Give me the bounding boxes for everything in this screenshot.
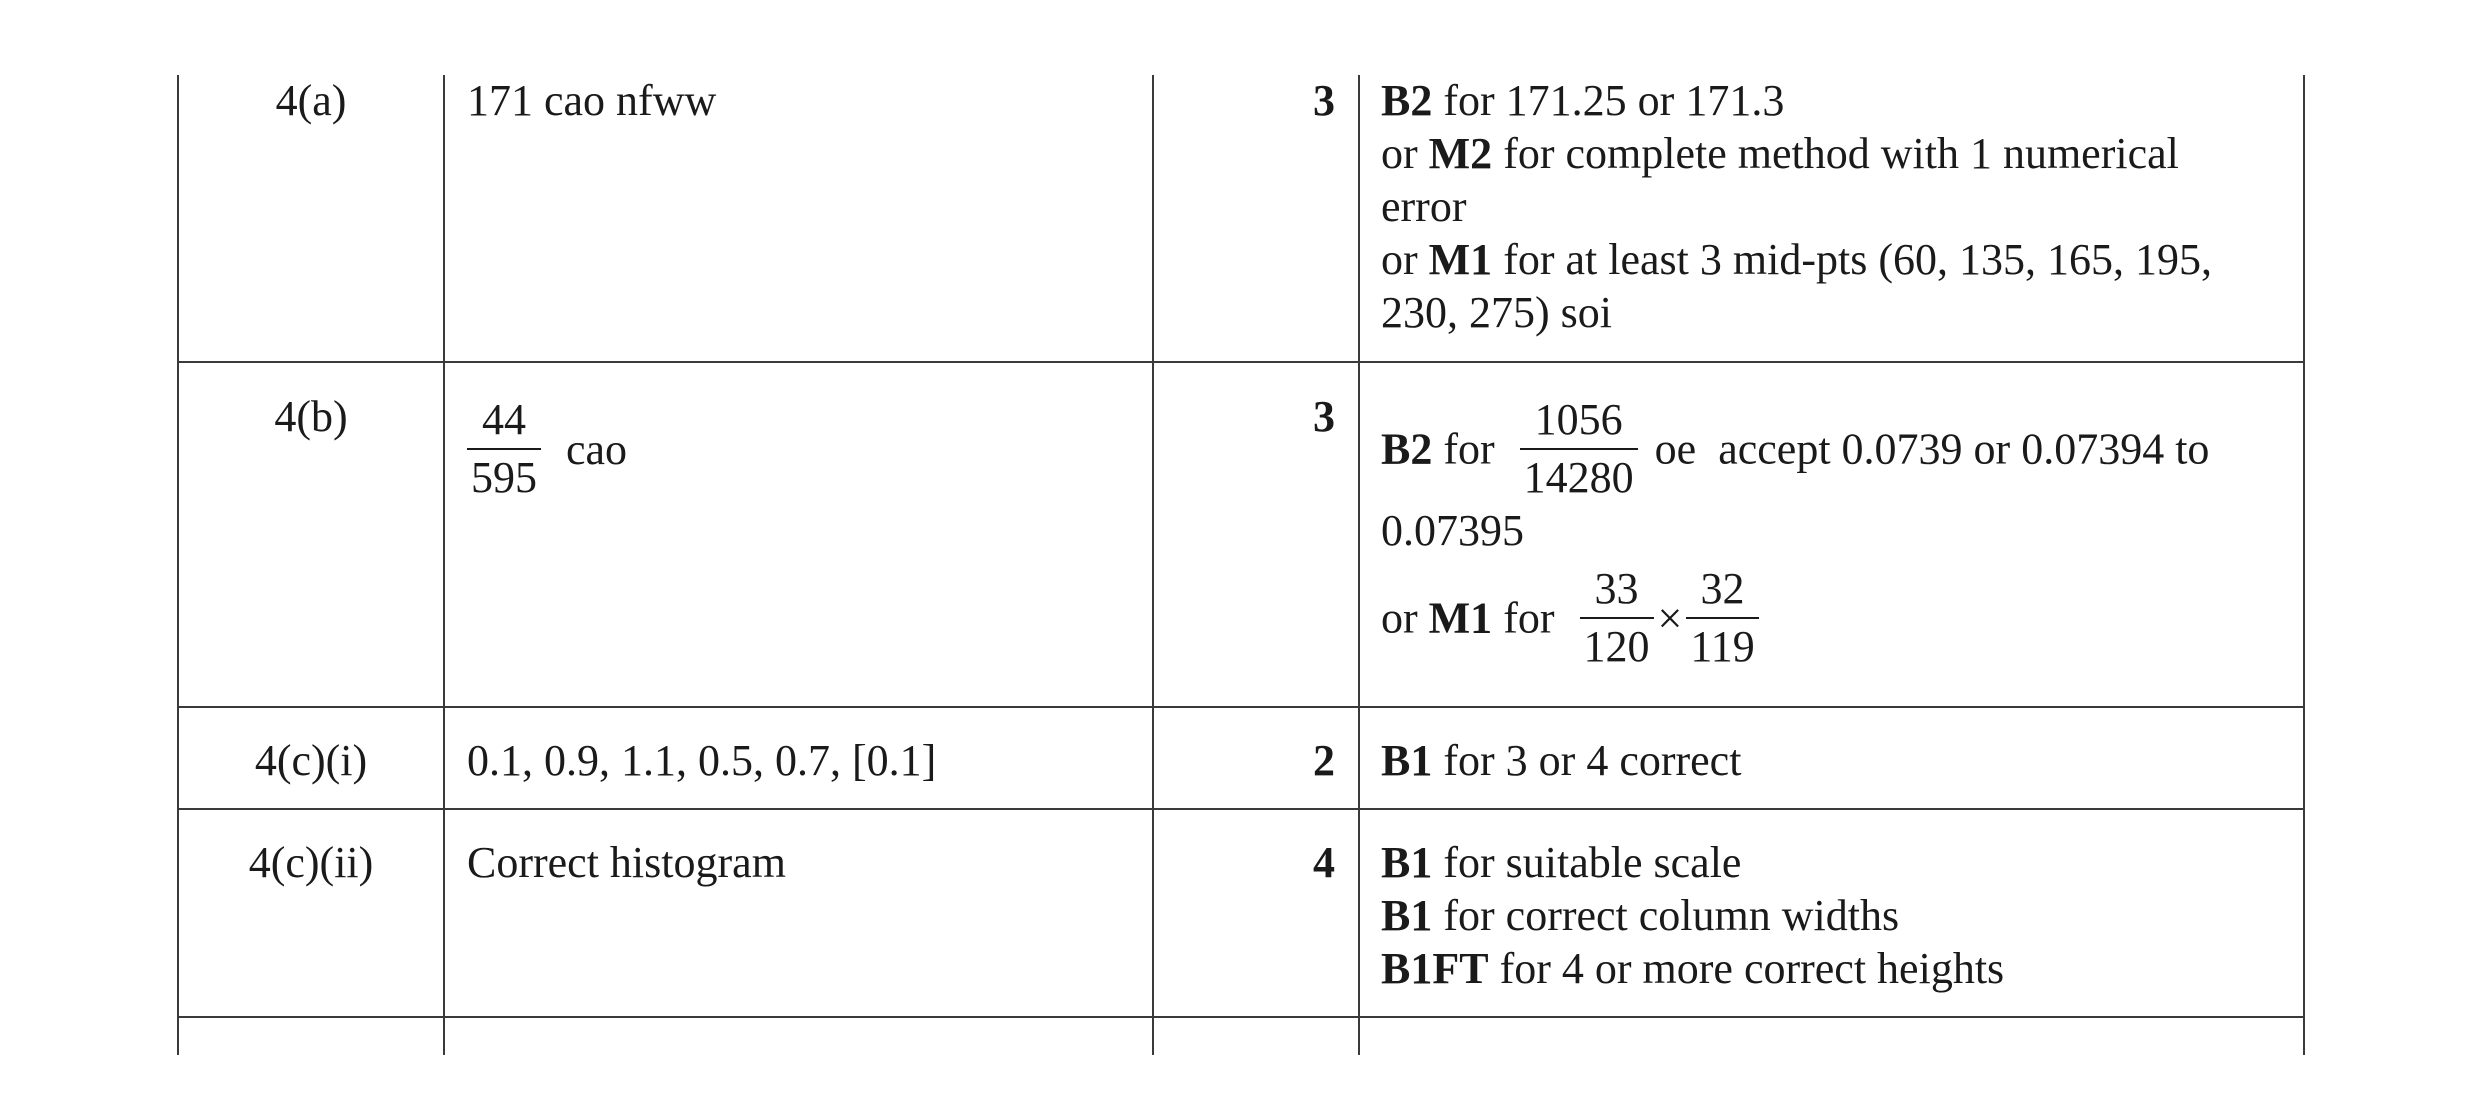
guidance-line — [1381, 836, 2004, 889]
marks-cell — [1152, 836, 1335, 889]
fraction-denominator: 595 — [467, 448, 541, 506]
fraction-numerator: 44 — [482, 395, 526, 444]
guidance-prefix: or — [1381, 129, 1429, 178]
guidance-text: for at least 3 mid-pts (60, 135, 165, 195, — [1492, 235, 2212, 284]
guidance-text: for 4 or more correct heights — [1488, 944, 2005, 993]
mark-code: B1FT — [1381, 944, 1489, 993]
guidance-text: oe accept 0.0739 or 0.07394 to — [1654, 424, 2210, 474]
guidance-line — [1381, 286, 2212, 339]
guidance-fraction — [1686, 561, 1758, 675]
mark-code: M1 — [1428, 593, 1493, 643]
guidance-fraction — [1520, 392, 1638, 506]
guidance-notes — [1381, 734, 1741, 787]
mark-code: B1 — [1381, 891, 1433, 940]
times-sign: × — [1657, 593, 1683, 643]
question-number: 4(b) — [274, 392, 348, 441]
fraction-denominator: 119 — [1686, 617, 1758, 675]
fraction-numerator: 32 — [1700, 564, 1745, 613]
fraction-denominator: 14280 — [1520, 448, 1638, 506]
guidance-line — [1381, 233, 2212, 286]
mark-code: B2 — [1381, 424, 1433, 474]
guidance-text: for complete method with 1 numerical — [1492, 129, 2179, 178]
guidance-text: for — [1492, 593, 1555, 643]
marks-value: 3 — [1313, 76, 1335, 125]
guidance-line — [1381, 889, 2004, 942]
guidance-text: 0.07395 — [1381, 506, 1524, 555]
grid-row-divider-2 — [177, 706, 2305, 708]
grid-line-col1 — [443, 75, 445, 1055]
mark-code: M1 — [1428, 235, 1493, 284]
guidance-line — [1381, 504, 2209, 557]
answer-cell — [467, 392, 627, 506]
mark-code: M2 — [1428, 129, 1493, 178]
grid-line-col2 — [1152, 75, 1154, 1055]
guidance-notes — [1381, 836, 2004, 995]
guidance-line — [1381, 734, 1741, 787]
question-number: 4(c)(i) — [254, 736, 368, 785]
guidance-line — [1381, 561, 2209, 675]
marks-cell — [1152, 390, 1335, 443]
guidance-text: error — [1381, 182, 1467, 231]
marks-value: 2 — [1313, 736, 1335, 785]
guidance-text: for 3 or 4 correct — [1432, 736, 1742, 785]
guidance-text: for suitable scale — [1432, 838, 1742, 887]
guidance-text: 230, 275) soi — [1381, 288, 1612, 337]
question-number: 4(c)(ii) — [248, 838, 374, 887]
marks-value: 3 — [1313, 392, 1335, 441]
grid-row-divider-3 — [177, 808, 2305, 810]
marks-cell — [1152, 734, 1335, 787]
guidance-prefix: or — [1381, 235, 1429, 284]
guidance-notes — [1381, 392, 2209, 675]
marks-value: 4 — [1313, 838, 1335, 887]
guidance-line — [1381, 127, 2212, 180]
grid-row-divider-1 — [177, 361, 2305, 363]
guidance-line — [1381, 942, 2004, 995]
mark-code: B1 — [1381, 838, 1433, 887]
fraction-denominator: 120 — [1580, 617, 1654, 675]
grid-line-left — [177, 75, 179, 1055]
guidance-line — [1381, 74, 2212, 127]
guidance-text: for — [1432, 424, 1495, 474]
marks-cell — [1152, 74, 1335, 127]
answer-cell: 171 cao nfww — [467, 76, 717, 125]
mark-code: B1 — [1381, 736, 1433, 785]
guidance-fraction — [1580, 561, 1654, 675]
guidance-notes — [1381, 74, 2212, 339]
fraction-numerator: 1056 — [1534, 395, 1623, 444]
answer-cell: 0.1, 0.9, 1.1, 0.5, 0.7, [0.1] — [467, 736, 937, 785]
question-number: 4(a) — [275, 76, 347, 125]
grid-row-divider-4 — [177, 1016, 2305, 1018]
answer-fraction — [467, 392, 541, 506]
grid-line-col3 — [1358, 75, 1360, 1055]
guidance-text: for 171.25 or 171.3 — [1432, 76, 1785, 125]
grid-line-right — [2303, 75, 2305, 1055]
answer-cell: Correct histogram — [467, 838, 786, 887]
guidance-line — [1381, 392, 2209, 508]
fraction-numerator: 33 — [1594, 564, 1639, 613]
answer-suffix: cao — [566, 424, 628, 474]
guidance-text: for correct column widths — [1432, 891, 1900, 940]
mark-code: B2 — [1381, 76, 1433, 125]
guidance-line — [1381, 180, 2212, 233]
guidance-prefix: or — [1381, 593, 1429, 643]
